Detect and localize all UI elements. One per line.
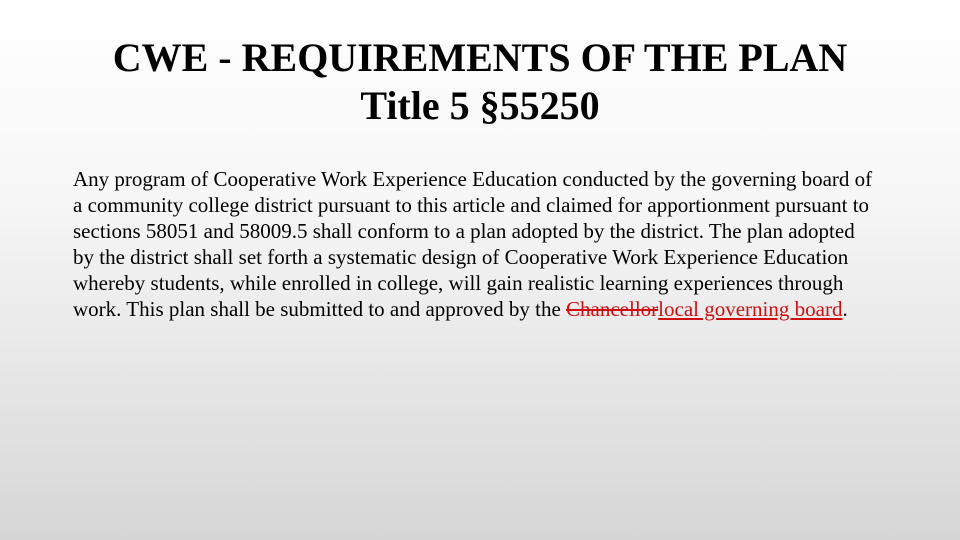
slide-title — [40, 34, 920, 130]
title-line-1: CWE - REQUIREMENTS OF THE PLAN — [112, 35, 848, 80]
inserted-text: local governing board — [658, 297, 843, 321]
deleted-text: Chancellor — [566, 297, 659, 321]
body-paragraph — [73, 166, 873, 322]
body-main-text: Any program of Cooperative Work Experience Education conducted by the governing board of a community college district pursuant to this article and claimed for apportionment pursuant to sections 58051 and 58009.5 shall conform to a plan adopted by the district. The plan adopted by the district shall set forth a systematic design of Cooperative Work Experience Education whereby students, while enrolled in college, will gain realistic learning experiences through work. This plan shall be submitted to and approved by the — [73, 167, 873, 321]
title-line-2: Title 5 §55250 — [360, 83, 600, 128]
body-end-text: . — [842, 297, 848, 321]
